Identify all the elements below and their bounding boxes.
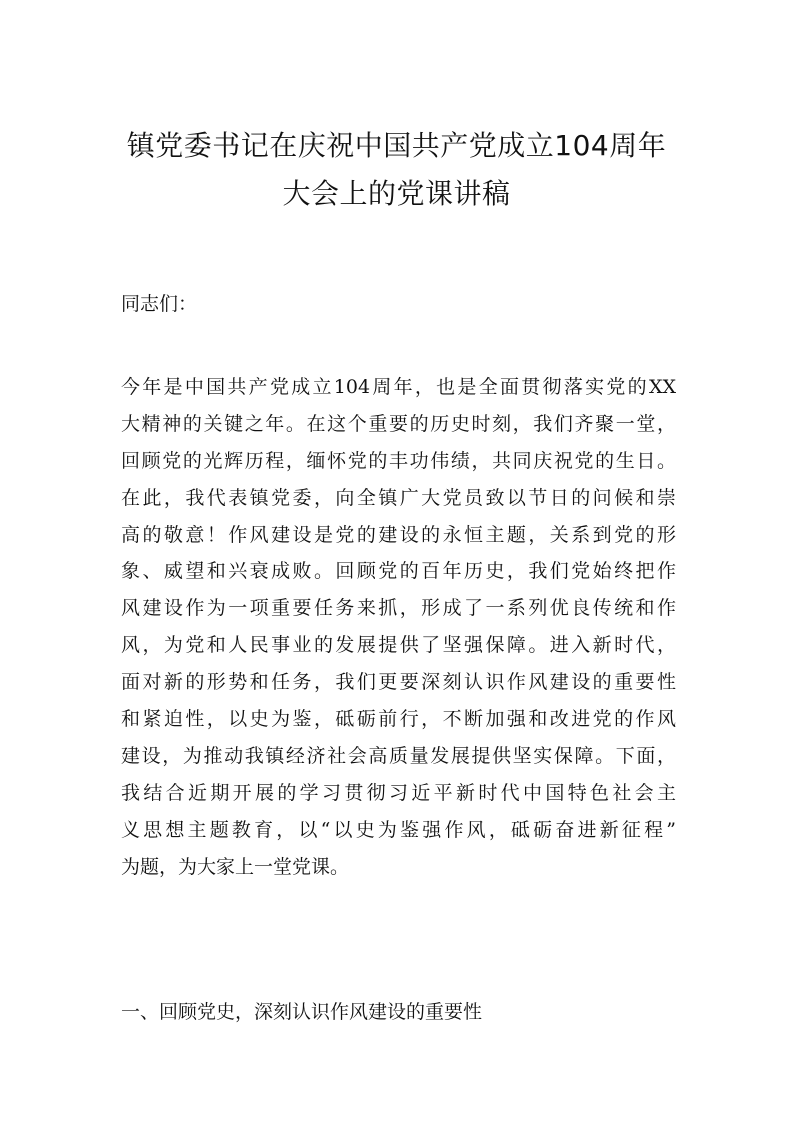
paragraph-line: 建设，为推动我镇经济社会高质量发展提供坚实保障。下面， [121,744,676,767]
paragraph-line: 我结合近期开展的学习贯彻习近平新时代中国特色社会主 [121,781,676,804]
paragraph-line: 回顾党的光辉历程，缅怀党的丰功伟绩，共同庆祝党的生日。 [121,449,676,472]
opening-paragraph [121,369,676,885]
document-title-line-2: 大会上的党课讲稿 [282,177,511,210]
paragraph-line: 和紧迫性，以史为鉴，砥砺前行，不断加强和改进党的作风 [121,708,676,731]
section-heading: 一、回顾党史，深刻认识作风建设的重要性 [121,1001,483,1023]
paragraph-line: 为题，为大家上一堂党课。 [121,855,350,878]
paragraph-line: 象、威望和兴衰成败。回顾党的百年历史，我们党始终把作 [121,560,676,583]
paragraph-line: 风建设作为一项重要任务来抓，形成了一系列优良传统和作 [121,597,676,620]
paragraph-line: 面对新的形势和任务，我们更要深刻认识作风建设的重要性 [121,671,676,694]
paragraph-line: 今年是中国共产党成立104周年，也是全面贯彻落实党的XX [121,376,676,398]
paragraph-line: 义思想主题教育，以“以史为鉴强作风，砥砺奋进新征程” [121,818,676,841]
paragraph-line: 风，为党和人民事业的发展提供了坚强保障。进入新时代， [121,634,676,657]
paragraph-line: 高的敬意！作风建设是党的建设的永恒主题，关系到党的形 [121,523,676,546]
document-title-line-1: 镇党委书记在庆祝中国共产党成立104周年 [126,129,667,162]
greeting: 同志们： [121,293,198,315]
paragraph-line: 在此，我代表镇党委，向全镇广大党员致以节日的问候和崇 [121,486,676,509]
paragraph-line: 大精神的关键之年。在这个重要的历史时刻，我们齐聚一堂， [121,412,676,435]
